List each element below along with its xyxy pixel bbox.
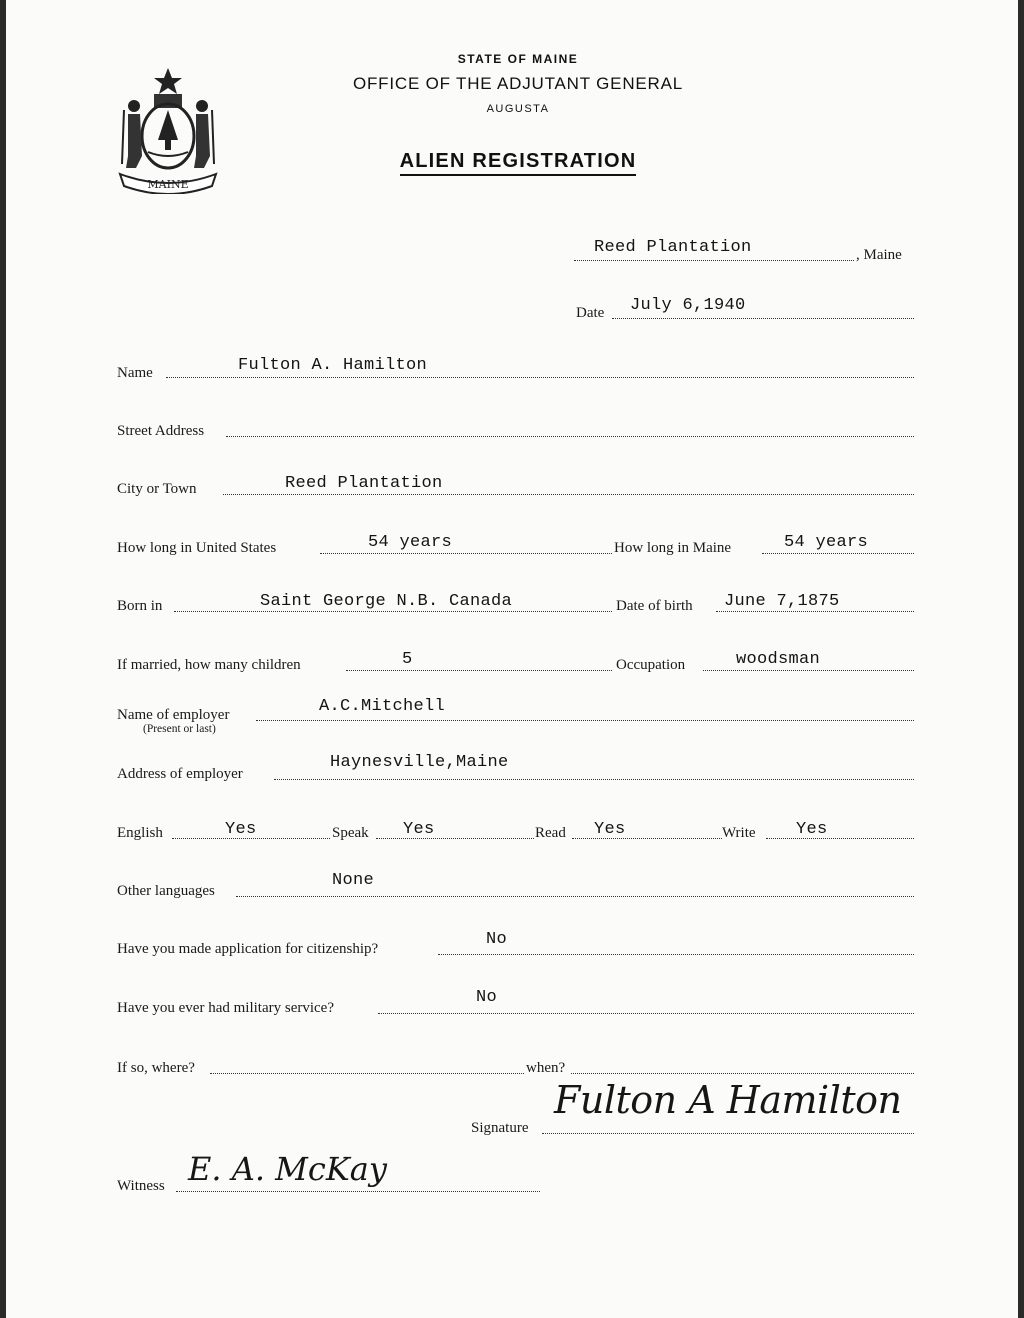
how-long-us-line <box>320 553 612 554</box>
read-label: Read <box>535 825 566 841</box>
signature-label: Signature <box>471 1120 529 1136</box>
employer-address-line <box>274 779 914 780</box>
occupation-label: Occupation <box>616 657 686 673</box>
form-title-text: ALIEN REGISTRATION <box>400 150 637 176</box>
other-languages-line <box>236 896 914 897</box>
how-long-maine-label: How long in Maine <box>614 540 732 556</box>
born-in-line <box>174 611 612 612</box>
how-long-us-label: How long in United States <box>117 540 277 556</box>
street-label: Street Address <box>117 423 205 439</box>
other-languages-value[interactable]: None <box>332 871 375 890</box>
employer-sublabel: (Present or last) <box>143 723 216 735</box>
other-languages-label: Other languages <box>117 883 215 899</box>
witness-label: Witness <box>117 1178 165 1194</box>
street-line <box>226 436 914 437</box>
children-value[interactable]: 5 <box>402 650 413 669</box>
city-line <box>223 494 914 495</box>
name-line <box>166 377 914 378</box>
signature-line <box>542 1133 914 1134</box>
citizenship-label: Have you made application for citizenship? <box>117 941 379 957</box>
date-of-birth-line <box>716 611 914 612</box>
employer-value[interactable]: A.C.Mitchell <box>319 697 446 716</box>
name-value[interactable]: Fulton A. Hamilton <box>238 356 428 375</box>
english-label: English <box>117 825 163 841</box>
name-label: Name <box>117 365 153 381</box>
children-label: If married, how many children <box>117 657 301 673</box>
how-long-us-value[interactable]: 54 years <box>368 533 453 552</box>
military-value[interactable]: No <box>476 988 498 1007</box>
place-suffix: , Maine <box>856 247 902 263</box>
place-line <box>574 260 854 261</box>
when-label: when? <box>526 1060 566 1076</box>
where-label: If so, where? <box>117 1060 195 1076</box>
write-line <box>766 838 914 839</box>
date-of-birth-value[interactable]: June 7,1875 <box>724 592 840 611</box>
read-value[interactable]: Yes <box>594 820 626 839</box>
date-line <box>612 318 914 319</box>
children-line <box>346 670 612 671</box>
header-office: OFFICE OF THE ADJUTANT GENERAL <box>352 74 684 93</box>
city-value[interactable]: Reed Plantation <box>285 474 443 493</box>
born-in-label: Born in <box>117 598 163 614</box>
employer-address-value[interactable]: Haynesville,Maine <box>330 753 509 772</box>
write-value[interactable]: Yes <box>796 820 828 839</box>
header-city: AUGUSTA <box>486 103 550 115</box>
english-value[interactable]: Yes <box>225 820 257 839</box>
when-line <box>571 1073 914 1074</box>
date-of-birth-label: Date of birth <box>616 598 693 614</box>
occupation-value[interactable]: woodsman <box>736 650 821 669</box>
employer-address-label: Address of employer <box>117 766 243 782</box>
date-value[interactable]: July 6,1940 <box>630 296 746 315</box>
how-long-maine-value[interactable]: 54 years <box>784 533 869 552</box>
speak-line <box>376 838 534 839</box>
witness-line <box>176 1191 540 1192</box>
occupation-line <box>703 670 914 671</box>
speak-label: Speak <box>332 825 369 841</box>
citizenship-value[interactable]: No <box>486 930 508 949</box>
where-line <box>210 1073 524 1074</box>
write-label: Write <box>722 825 756 841</box>
date-label: Date <box>576 305 605 321</box>
place-value[interactable]: Reed Plantation <box>594 238 752 257</box>
born-in-value[interactable]: Saint George N.B. Canada <box>260 592 513 611</box>
city-label: City or Town <box>117 481 197 497</box>
signature-value[interactable]: Fulton A Hamilton <box>554 1078 902 1122</box>
military-line <box>378 1013 914 1014</box>
military-label: Have you ever had military service? <box>117 1000 334 1016</box>
employer-label: Name of employer <box>117 707 230 723</box>
header-state: STATE OF MAINE <box>457 52 579 66</box>
how-long-maine-line <box>762 553 914 554</box>
witness-value[interactable]: E. A. McKay <box>188 1150 387 1188</box>
employer-line <box>256 720 914 721</box>
speak-value[interactable]: Yes <box>403 820 435 839</box>
seal-text: MAINE <box>147 178 189 191</box>
form-title <box>6 150 1024 173</box>
citizenship-line <box>438 954 914 955</box>
